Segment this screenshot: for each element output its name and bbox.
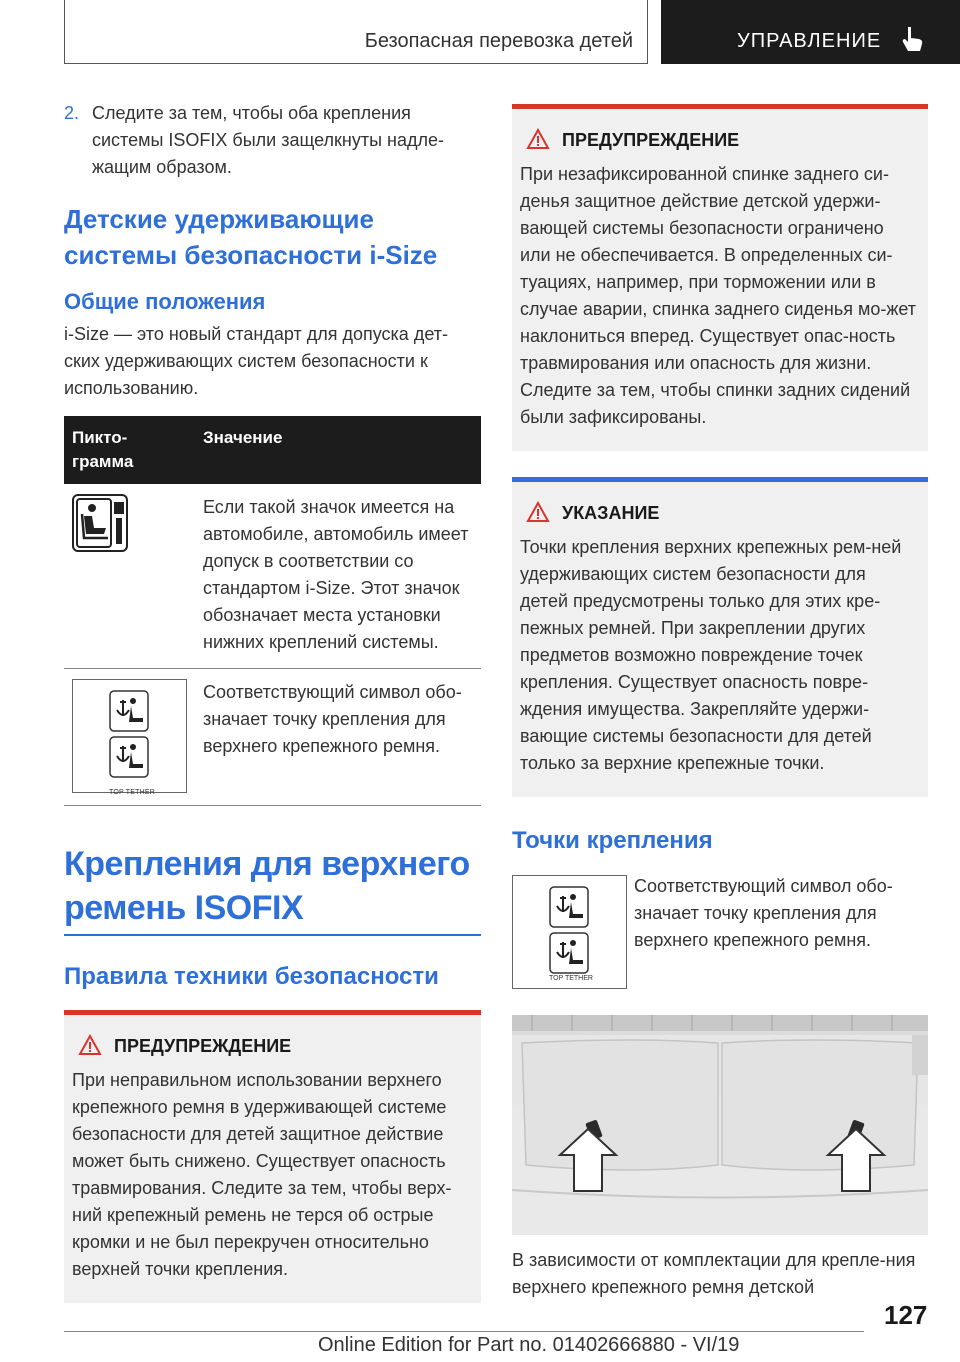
top-tether-pictogram xyxy=(512,875,627,989)
footer-divider xyxy=(64,1331,864,1332)
top-tether-label: TOP TETHER xyxy=(109,789,155,796)
anchor-seat-icon xyxy=(109,690,149,732)
edition-text: Online Edition for Part no. 01402666880 - VI/19 xyxy=(318,1334,740,1356)
note-title: УКАЗАНИЕ xyxy=(520,500,918,526)
top-tether-pictogram xyxy=(72,679,187,796)
note-text: Точки крепления верхних крепежных рем-ней удерживающих систем безопасности для детей предусмотрены только для этих кре-пежных ремней. При закреплении других предметов возможно повреждение точек крепления. Существует опасность повре-ждения имущества. Закрепляйте удержи-вающие системы безопасности для детей только за верхние крепежные точки. xyxy=(520,537,902,773)
anchor-points-block xyxy=(512,875,928,995)
anchor-seat-icon-alt xyxy=(109,736,149,778)
photo-caption: В зависимости от комплектации для крепле-ния верхнего крепежного ремня детской xyxy=(512,1250,916,1297)
chapter-title: Безопасная перевозка детей xyxy=(364,30,633,52)
trunk-photo xyxy=(512,1015,928,1235)
step-text: Следите за тем, чтобы оба крепления системы ISOFIX были защелкнуты надле-жащим образом. xyxy=(92,103,444,177)
meaning-cell: Если такой значок имеется на автомобиле, автомобиль имеет допуск в соответствии со стандартом i-Size. Этот значок обозначает места установки нижних креплений системы. xyxy=(195,484,481,669)
heading-underline xyxy=(64,934,481,936)
anchor-seat-icon-alt xyxy=(549,932,589,974)
heading-isize: Детские удерживающие системы безопасности i-Size xyxy=(64,204,438,270)
table-header-row xyxy=(64,416,481,484)
note-box xyxy=(512,477,928,797)
warning-triangle-icon xyxy=(526,128,550,150)
step-2 xyxy=(64,100,481,181)
pictogram-table xyxy=(64,416,481,806)
paragraph-isize: i-Size — это новый стандарт для допуска дет-ских удерживающих систем безопасности к использованию. xyxy=(64,324,448,398)
warning-triangle-icon xyxy=(78,1034,102,1056)
pictogram-cell xyxy=(64,484,195,669)
chapter-header xyxy=(64,0,648,64)
warning-title: ПРЕДУПРЕЖДЕНИЕ xyxy=(520,127,918,153)
pictogram-cell xyxy=(64,669,195,806)
right-column xyxy=(512,104,928,1301)
anchor-seat-icon xyxy=(549,886,589,928)
heading-anchor-points: Точки крепления xyxy=(512,827,713,854)
col-header-pictogram: Пикто-грамма xyxy=(64,416,195,484)
col-header-meaning: Значение xyxy=(195,416,481,484)
warning-title: ПРЕДУПРЕЖДЕНИЕ xyxy=(72,1033,471,1059)
page-number: 127 xyxy=(884,1300,928,1330)
table-row xyxy=(64,669,481,806)
table-row xyxy=(64,484,481,669)
section-label: УПРАВЛЕНИЕ xyxy=(737,30,882,52)
heading-top-tether: Крепления для верхнего ремень ISOFIX xyxy=(64,845,470,927)
meaning-cell: Соответствующий символ обо-значает точку крепления для верхнего крепежного ремня. xyxy=(195,669,481,806)
step-number: 2. xyxy=(64,103,80,123)
anchor-points-text: Соответствующий символ обо-значает точку крепления для верхнего крепежного ремня. xyxy=(634,876,893,950)
top-tether-label: TOP TETHER xyxy=(549,975,593,982)
heading-general: Общие положения xyxy=(64,289,266,314)
heading-safety: Правила техники безопасности xyxy=(64,963,439,990)
warning-box xyxy=(64,1010,481,1303)
isize-child-seat-icon xyxy=(72,494,128,552)
warning-triangle-icon xyxy=(526,501,550,523)
warning-text: При незафиксированной спинке заднего си-денья защитное действие детской удержи-вающей системы безопасности ограничено или не обеспечивается. В определенных си-туациях, например, при торможении или в случае аварии, спинка заднего сиденья мо-жет наклониться вперед. Существует опас-ность травмирования или опасность для жизни. Следите за тем, чтобы спинки задних сидений были зафиксированы. xyxy=(520,164,917,427)
warning-box-backrest xyxy=(512,104,928,451)
warning-text: При неправильном использовании верхнего крепежного ремня в удерживающей системе безопасности для детей защитное действие может быть снижено. Существует опасность травмирования. Следите за тем, чтобы верх-ний крепежный ремень не терся об острые кромки и не был перекручен относительно верхней точки крепления. xyxy=(72,1070,452,1279)
section-tab[interactable] xyxy=(661,0,960,64)
left-column xyxy=(64,100,481,1303)
hand-pointer-icon xyxy=(897,24,927,54)
